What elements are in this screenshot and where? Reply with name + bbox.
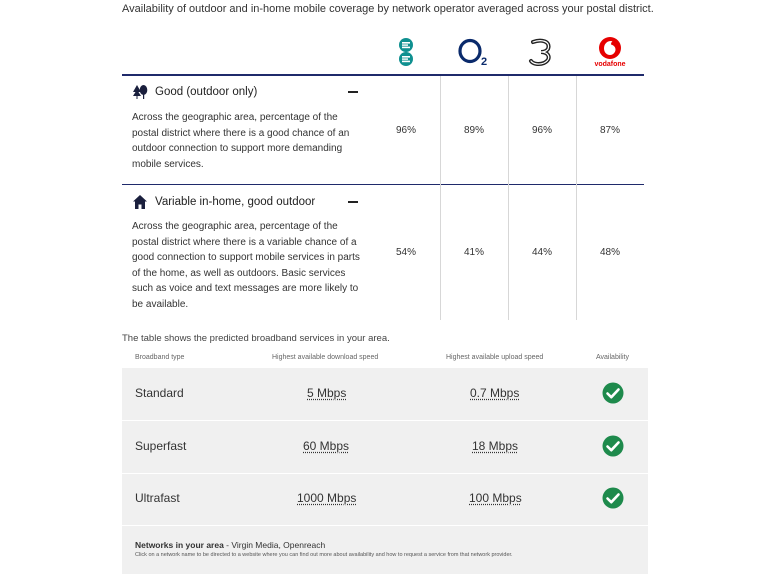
collapse-icon[interactable] (348, 91, 358, 93)
check-icon (602, 487, 624, 509)
vodafone-wordmark: vodafone (594, 61, 626, 68)
vodafone-logo-icon (576, 30, 644, 74)
table-row (122, 473, 648, 526)
coverage-row-variable-in-home (122, 184, 644, 320)
upload-speed[interactable]: 0.7 Mbps (470, 386, 520, 400)
download-speed[interactable]: 1000 Mbps (297, 491, 357, 505)
coverage-title: Variable in-home, good outdoor (155, 196, 316, 208)
o2-logo-icon (440, 30, 508, 74)
three-logo-icon (508, 30, 576, 74)
table-row (122, 368, 648, 421)
table-row (122, 421, 648, 474)
broadband-table-header (122, 352, 648, 366)
coverage-value-vodafone: 48% (599, 246, 620, 258)
check-icon (602, 435, 624, 457)
download-speed[interactable]: 5 Mbps (307, 386, 347, 400)
column-header-availability: Availability (596, 354, 629, 361)
check-icon (602, 382, 624, 404)
upload-speed[interactable]: 18 Mbps (472, 439, 519, 453)
networks-list[interactable]: - Virgin Media, Openreach (223, 540, 326, 550)
coverage-value-ee: 96% (395, 124, 416, 136)
ee-logo-icon (372, 30, 440, 74)
tree-icon (132, 84, 148, 100)
coverage-row-good-outdoor (122, 76, 644, 184)
coverage-row-header[interactable] (132, 84, 257, 100)
coverage-value-o2: 89% (463, 124, 484, 136)
networks-label: Networks in your area (135, 540, 224, 550)
operator-header (372, 30, 644, 74)
networks-in-area (135, 540, 325, 550)
coverage-description: Across the geographic area, percentage of the postal district where there is a good chance of an outdoor connection to support more demanding mobile services. (132, 112, 350, 170)
coverage-value-three: 44% (531, 246, 552, 258)
column-header-download: Highest available download speed (272, 354, 379, 361)
coverage-intro: Availability of outdoor and in-home mobile coverage by network operator averaged across your postal district. (122, 3, 654, 15)
column-header-type: Broadband type (135, 354, 185, 361)
coverage-value-vodafone: 87% (599, 124, 620, 136)
coverage-value-ee: 54% (395, 246, 416, 258)
coverage-value-o2: 41% (463, 246, 484, 258)
download-speed[interactable]: 60 Mbps (303, 439, 350, 453)
broadband-type: Standard (135, 386, 184, 400)
upload-speed[interactable]: 100 Mbps (469, 491, 522, 505)
coverage-description: Across the geographic area, percentage of the postal district where there is a variable chance of a good connection to support mobile services in parts of the home, as well as outdoors. Basic services such as voice and text messages are more likely to be available. (132, 221, 360, 310)
broadband-intro: The table shows the predicted broadband services in your area. (122, 333, 390, 344)
coverage-title: Good (outdoor only) (155, 86, 258, 98)
broadband-type: Ultrafast (135, 491, 180, 505)
broadband-type: Superfast (135, 439, 187, 453)
column-header-upload: Highest available upload speed (446, 354, 544, 361)
collapse-icon[interactable] (348, 201, 358, 203)
networks-note: Click on a network name to be directed to a website where you can find out more about availability and how to request a service from that network provider. (135, 552, 513, 558)
coverage-value-three: 96% (531, 124, 552, 136)
svg-text:2: 2 (481, 56, 488, 67)
house-icon (132, 194, 148, 210)
coverage-row-header[interactable] (132, 194, 315, 210)
broadband-table (122, 368, 648, 574)
